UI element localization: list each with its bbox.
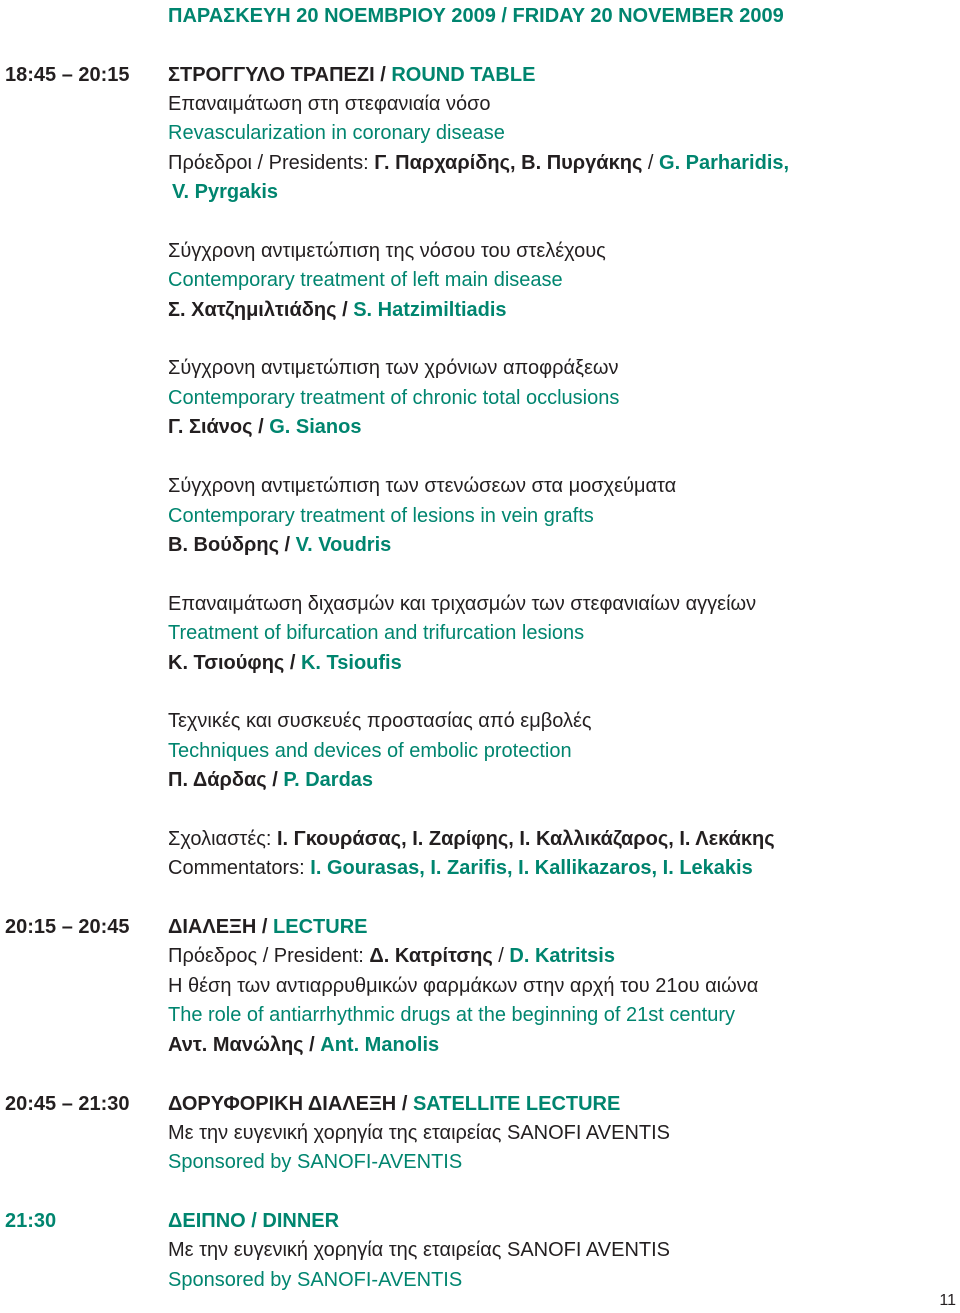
- satellite-title-en: SATELLITE LECTURE: [412, 1093, 621, 1115]
- commentators-label-gr: Σχολιαστές:: [168, 828, 272, 850]
- talk-speaker: Β. Βούδρης / V. Voudris: [168, 534, 392, 556]
- commentators-gr: [168, 827, 775, 851]
- dinner-sponsor-gr: Με την ευγενική χορηγία της εταιρείας SANOFI AVENTIS: [168, 1239, 671, 1261]
- round-table-time: 18:45 – 20:15: [5, 64, 130, 86]
- speaker-gr: Κ. Τσιούφης: [168, 652, 285, 674]
- commentators-en: [168, 856, 753, 880]
- lecture-president: Πρόεδρος / President: Δ. Κατρίτσης / D. Katritsis: [168, 945, 615, 967]
- dinner-title: ΔΕΙΠΝΟ / DINNER: [168, 1210, 340, 1232]
- speaker-gr: Β. Βούδρης: [168, 534, 279, 556]
- round-table-title: ΣΤΡΟΓΓΥΛΟ ΤΡΑΠΕΖΙ / ROUND TABLE: [168, 64, 536, 86]
- president-gr: Δ. Κατρίτσης: [369, 945, 493, 967]
- commentators-names-gr: Ι. Γκουράσας, Ι. Ζαρίφης, Ι. Καλλικάζαρος, Ι. Λεκάκης: [277, 828, 775, 850]
- lecture-title-gr: ΔΙΑΛΕΞΗ: [168, 916, 257, 938]
- speaker-en: V. Voudris: [295, 534, 392, 556]
- lecture-speaker: Αντ. Μανώλης / Ant. Manolis: [168, 1034, 440, 1056]
- talk-title-gr: Τεχνικές και συσκευές προστασίας από εμβολές: [168, 710, 592, 732]
- talk-title-en: Contemporary treatment of lesions in vein grafts: [168, 505, 594, 527]
- lecture-subject-en: The role of antiarrhythmic drugs at the beginning of 21st century: [168, 1004, 735, 1026]
- president-label: Πρόεδρος / President:: [168, 945, 364, 967]
- speaker-en: P. Dardas: [283, 769, 374, 791]
- talk-title-en: Treatment of bifurcation and trifurcation lesions: [168, 622, 585, 644]
- presidents-label: Πρόεδροι / Presidents:: [168, 152, 369, 174]
- commentators-label-en: Commentators:: [168, 857, 305, 879]
- page-number: 11: [939, 1292, 956, 1309]
- talk-title-en: Techniques and devices of embolic protection: [168, 740, 572, 762]
- speaker-en: S. Hatzimiltiadis: [353, 299, 507, 321]
- speaker-gr: Γ. Σιάνος: [168, 416, 253, 438]
- speaker-en: K. Tsioufis: [300, 652, 402, 674]
- talk-speaker: Κ. Τσιούφης / K. Tsioufis: [168, 652, 402, 674]
- dinner-time: 21:30: [5, 1210, 57, 1232]
- satellite-sponsor-gr: Με την ευγενική χορηγία της εταιρείας SANOFI AVENTIS: [168, 1122, 671, 1144]
- lecture-title: ΔΙΑΛΕΞΗ / LECTURE: [168, 916, 368, 938]
- round-table-title-gr: ΣΤΡΟΓΓΥΛΟ ΤΡΑΠΕΖΙ: [168, 64, 375, 86]
- talk-title-gr: Σύγχρονη αντιμετώπιση των στενώσεων στα μοσχεύματα: [168, 475, 677, 497]
- lecture-title-en: LECTURE: [273, 916, 368, 938]
- day-header: ΠΑΡΑΣΚΕΥΗ 20 ΝΟΕΜΒΡΙΟΥ 2009 / FRIDAY 20 NOVEMBER 2009: [168, 5, 784, 27]
- speaker-gr: Π. Δάρδας: [168, 769, 267, 791]
- talk-title-gr: Σύγχρονη αντιμετώπιση της νόσου του στελέχους: [168, 240, 606, 262]
- satellite-sponsor-en: Sponsored by SANOFI-AVENTIS: [168, 1151, 463, 1173]
- speaker-gr: Αντ. Μανώλης: [168, 1034, 304, 1056]
- round-table-subject-gr: Επαναιμάτωση στη στεφανιαία νόσο: [168, 93, 491, 115]
- talk-title-en: Contemporary treatment of chronic total occlusions: [168, 387, 620, 409]
- round-table-title-en: ROUND TABLE: [391, 64, 536, 86]
- dinner-sponsor-en: Sponsored by SANOFI-AVENTIS: [168, 1269, 463, 1291]
- satellite-title: ΔΟΡΥΦΟΡΙΚΗ ΔΙΑΛΕΞΗ / SATELLITE LECTURE: [168, 1093, 621, 1115]
- round-table-subject-en: Revascularization in coronary disease: [168, 122, 505, 144]
- talk-title-gr: Επαναιμάτωση διχασμών και τριχασμών των στεφανιαίων αγγείων: [168, 593, 757, 615]
- satellite-time: 20:45 – 21:30: [5, 1093, 130, 1115]
- presidents-en-2: V. Pyrgakis: [172, 181, 279, 203]
- speaker-en: G. Sianos: [269, 416, 362, 438]
- talk-speaker: Π. Δάρδας / P. Dardas: [168, 769, 374, 791]
- talk-speaker: Γ. Σιάνος / G. Sianos: [168, 416, 362, 438]
- satellite-title-gr: ΔΟΡΥΦΟΡΙΚΗ ΔΙΑΛΕΞΗ: [168, 1093, 397, 1115]
- speaker-en: Ant. Manolis: [320, 1034, 440, 1056]
- talk-title-en: Contemporary treatment of left main disease: [168, 269, 563, 291]
- commentators-names-en: I. Gourasas, I. Zarifis, I. Kallikazaros, I. Lekakis: [310, 857, 753, 879]
- round-table-presidents: Πρόεδροι / Presidents: Γ. Παρχαρίδης, Β. Πυργάκης / G. Parharidis,: [168, 152, 790, 174]
- presidents-gr: Γ. Παρχαρίδης, Β. Πυργάκης: [374, 152, 643, 174]
- presidents-en-1: G. Parharidis,: [659, 152, 790, 174]
- lecture-time: 20:15 – 20:45: [5, 916, 130, 938]
- lecture-subject-gr: Η θέση των αντιαρρυθμικών φαρμάκων στην αρχή του 21ου αιώνα: [168, 975, 759, 997]
- speaker-gr: Σ. Χατζημιλτιάδης: [168, 299, 337, 321]
- talk-title-gr: Σύγχρονη αντιμετώπιση των χρόνιων αποφράξεων: [168, 357, 619, 379]
- talk-speaker: Σ. Χατζημιλτιάδης / S. Hatzimiltiadis: [168, 299, 507, 321]
- president-en: D. Katritsis: [509, 945, 615, 967]
